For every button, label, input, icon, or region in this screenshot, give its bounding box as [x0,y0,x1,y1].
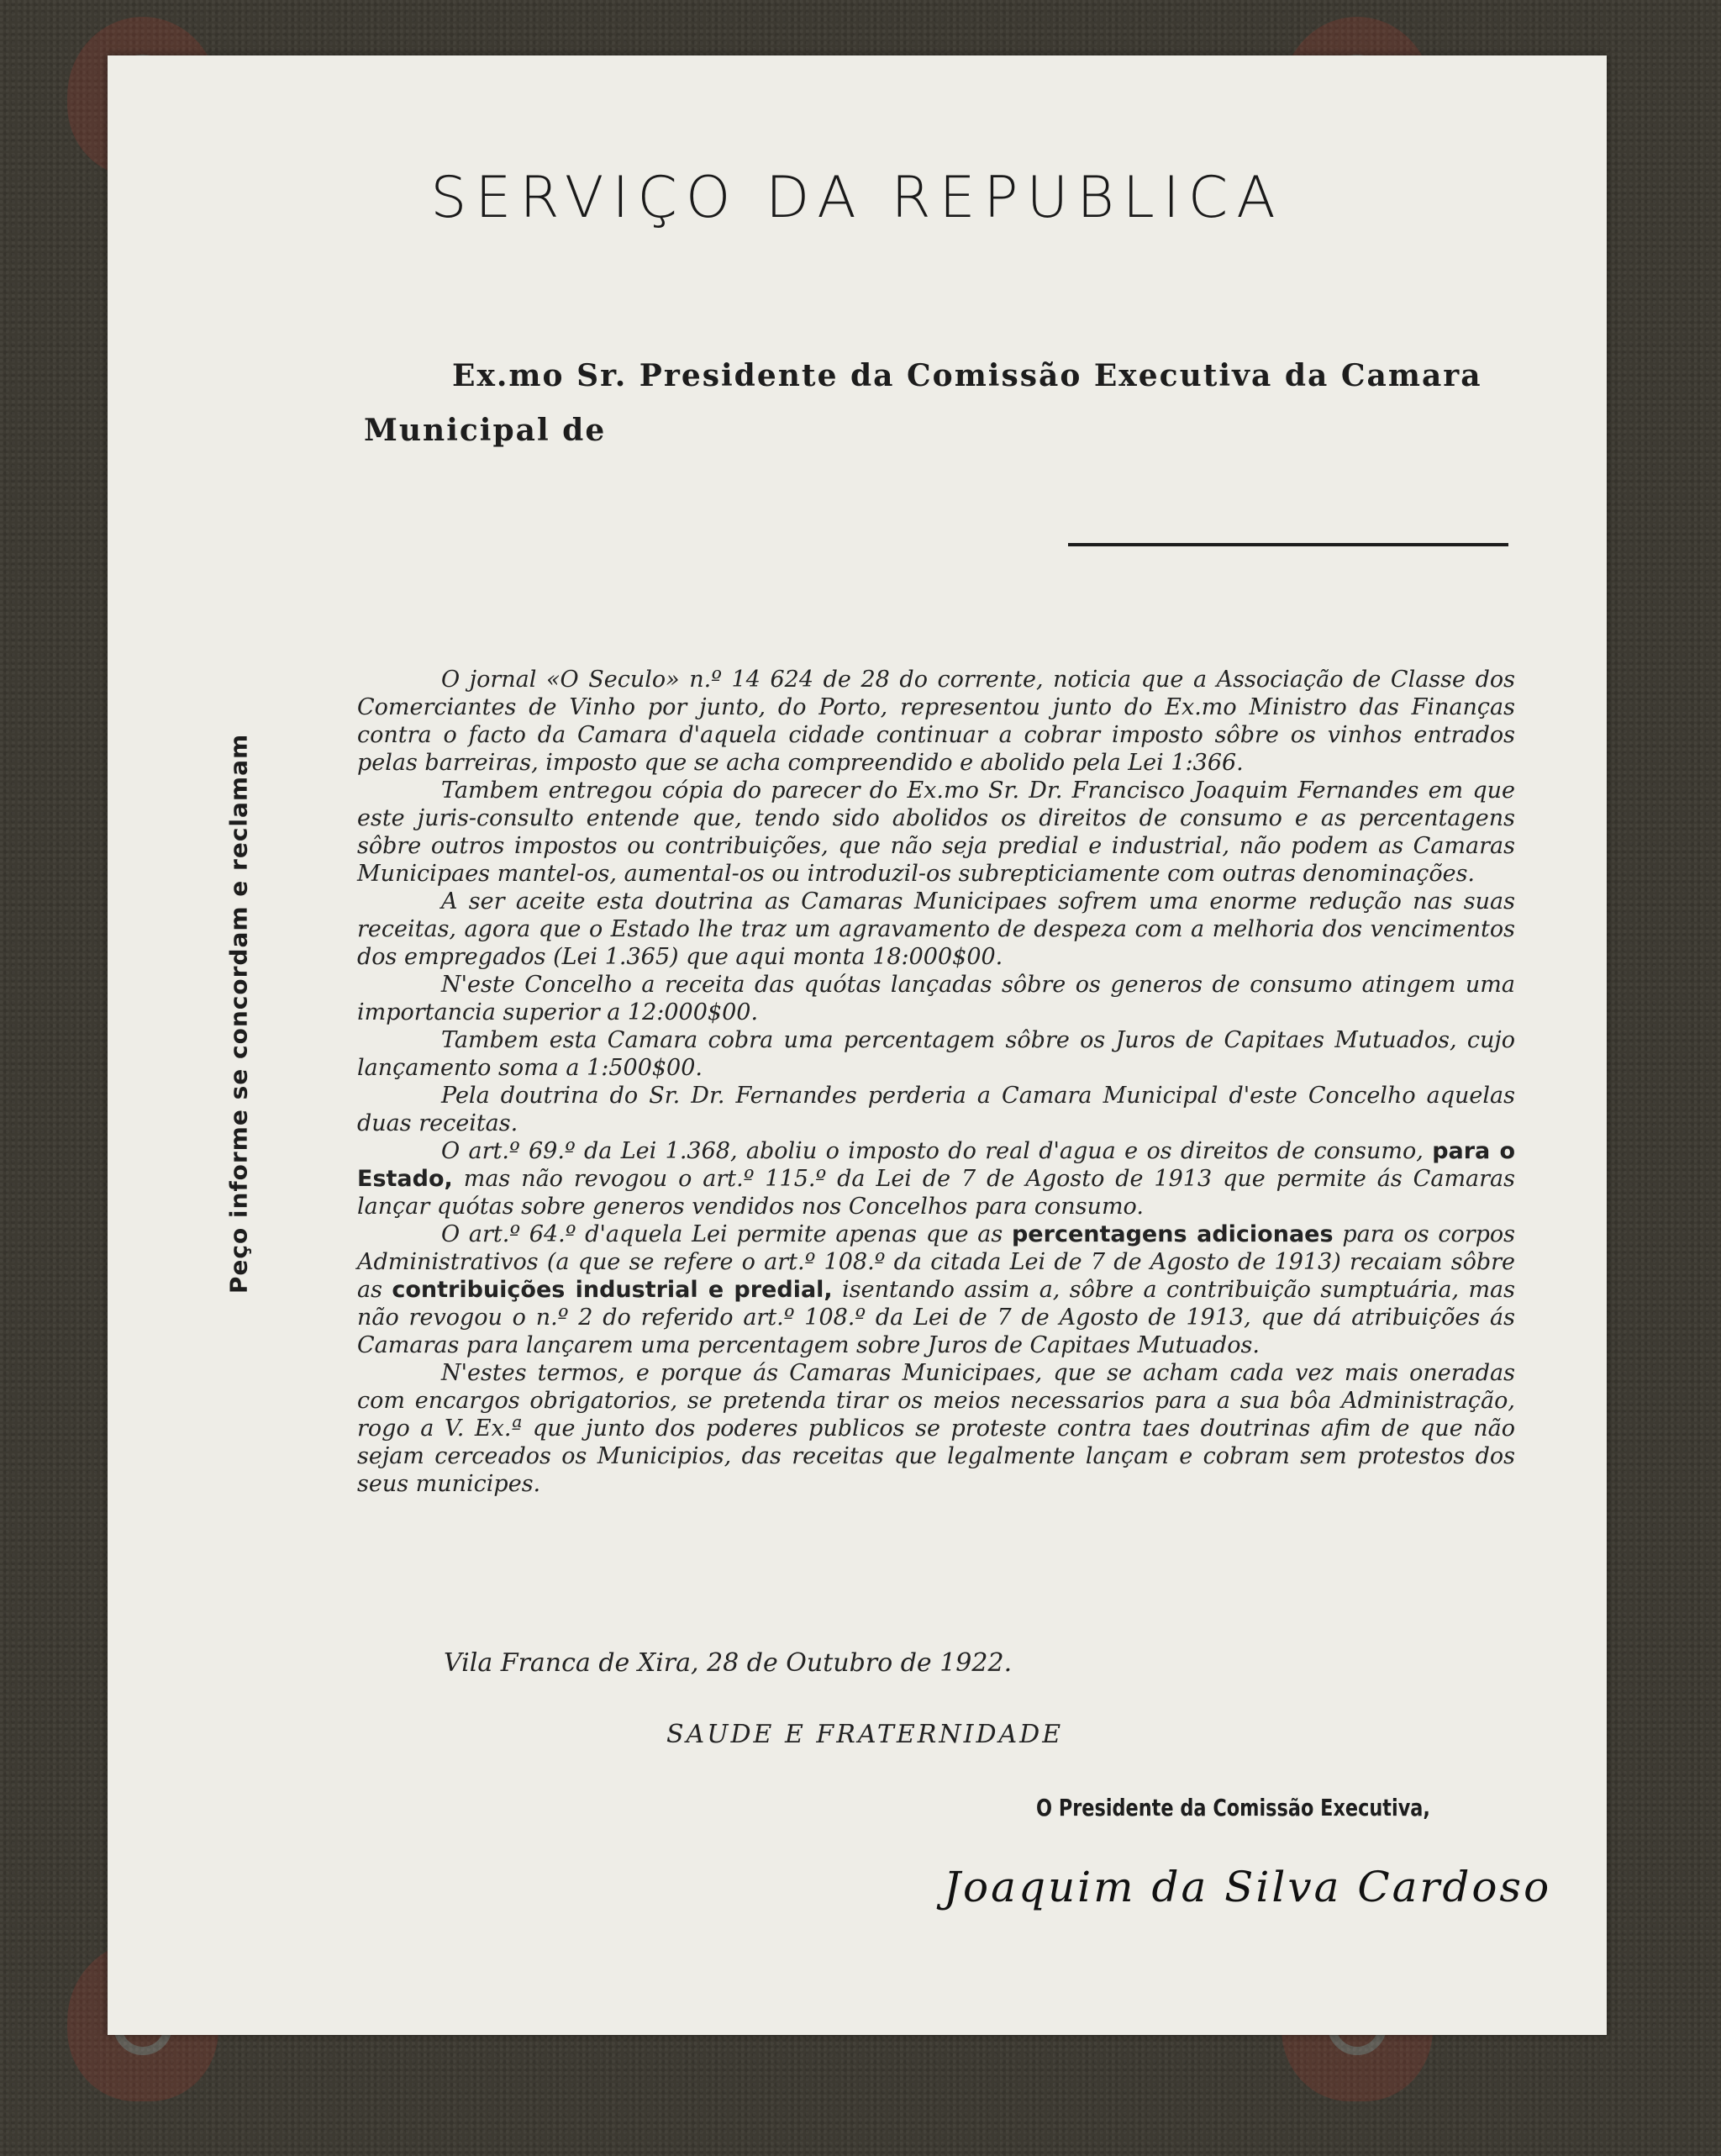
document-heading: SERVIÇO DA REPUBLICA [430,165,1284,231]
paragraph [357,1220,1515,1359]
letter-sheet [108,55,1607,2035]
bold-run: para o Estado, [357,1138,1516,1192]
addressee-line-2: Municipal de [364,413,607,448]
text-run: mas não revogou o art.º 115.º da Lei de 7 de Agosto de 1913 que permite ás Camaras lançar quótas sobre generos vendidos nos Concelhos para consumo. [357,1166,1515,1220]
text-run: O art.º 69.º da Lei 1.368, aboliu o imposto do real d'agua e os direitos de consumo, [441,1138,1424,1164]
paragraph: N'estes termos, e porque ás Camaras Municipaes, que se acham cada vez mais oneradas com encargos obrigatorios, se pretenda tirar os meios necessarios para a sua bôa Administração, rogo a V. Ex.ª que junto dos poderes publicos se proteste contra taes doutrinas afim de que não sejam cerceados os Municipios, das receitas que legalmente lançam e cobram sem protestos dos seus municipes. [357,1360,1515,1497]
text-run: isentando assim a, sôbre a contribuição sumptuária, mas não revogou o n.º 2 do referido art.º 108.º da Lei de 7 de Agosto de 1913, que dá atribuições ás Camaras para lançarem uma percentagem sobre Juros de Capitaes Mutuados. [357,1277,1515,1358]
paragraph: N'este Concelho a receita das quótas lançadas sôbre os generos de consumo atingem uma importancia superior a 12:000$00. [357,972,1515,1025]
letter-body [357,666,1515,1498]
bold-run: contribuições industrial e predial, [392,1277,833,1303]
text-run: O art.º 64.º d'aquela Lei permite apenas que as [441,1221,1003,1247]
signature: Joaquim da Silva Cardoso [944,1863,1552,1911]
signatory-title: O Presidente da Comissão Executiva, [1036,1794,1430,1821]
bold-run: percentagens adicionaes [1011,1221,1334,1247]
blank-line [1068,543,1508,546]
margin-note [222,711,255,1316]
paragraph: Tambem entregou cópia do parecer do Ex.mo Sr. Dr. Francisco Joaquim Fernandes em que este juris-consulto entende que, tendo sido abolidos os direitos de consumo e as percentagens sôbre outros impostos ou contribuições, que não seja predial e industrial, não podem as Camaras Municipaes mantel-os, aumental-os ou introduzil-os subrepticiamente com outras denominações. [357,778,1515,887]
greeting: SAUDE E FRATERNIDADE [666,1720,1064,1749]
margin-note-text: Peço informe se concordam e reclamam [224,733,253,1294]
addressee-line-1: Ex.mo Sr. Presidente da Comissão Executiva da Camara [452,358,1482,393]
date-line: Vila Franca de Xira, 28 de Outubro de 1922. [444,1648,1013,1678]
paragraph: O jornal «O Seculo» n.º 14 624 de 28 do corrente, noticia que a Associação de Classe dos Comerciantes de Vinho por junto, do Porto, representou junto do Ex.mo Ministro das Finanças contra o facto da Camara d'aquela cidade continuar a cobrar imposto sôbre os vinhos entrados pelas barreiras, imposto que se acha compreendido e abolido pela Lei 1:366. [357,667,1515,776]
paragraph [357,1137,1515,1220]
paragraph: Tambem esta Camara cobra uma percentagem sôbre os Juros de Capitaes Mutuados, cujo lançamento soma a 1:500$00. [357,1027,1515,1081]
paragraph: A ser aceite esta doutrina as Camaras Municipaes sofrem uma enorme redução nas suas receitas, agora que o Estado lhe traz um agravamento de despeza com a melhoria dos vencimentos dos empregados (Lei 1.365) que aqui monta 18:000$00. [357,888,1515,970]
text-run: para os corpos Administrativos (a que se refere o art.º 108.º da citada Lei de 7 de Agosto de 1913) recaiam sôbre as [357,1221,1515,1303]
paragraph: Pela doutrina do Sr. Dr. Fernandes perderia a Camara Municipal d'este Concelho aquelas duas receitas. [357,1083,1515,1136]
